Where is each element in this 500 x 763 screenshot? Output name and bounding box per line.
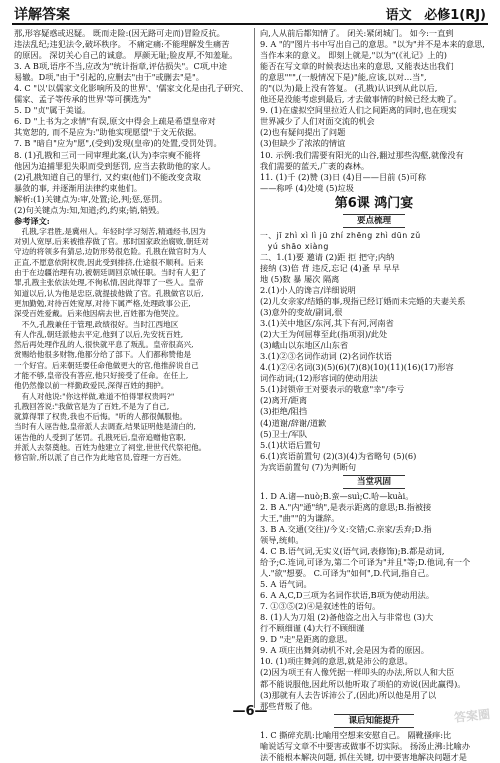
header-rule <box>12 23 488 25</box>
text-line: 对别人宽厚,后来被推荐做了官。那时国家政治腐败,朝廷对 <box>14 237 209 247</box>
text-line: 孔戡,字君胜,是冀州人。年轻时学习刻苦,精通经书,因为 <box>21 226 206 236</box>
text-line: 2. B A."内"通"纳",是表示距离的意思;B.指被接 <box>260 501 432 512</box>
watermark-logo: 答案圈 <box>453 707 491 725</box>
text-line: (2)孔戡知道自己的罪行, 又约束(他们)不能改变贪取 <box>14 171 201 182</box>
key-points-block <box>260 252 488 473</box>
text-line: 9. A 项庄出舞剑动机不对,会是因为肴的原因。 <box>260 645 429 656</box>
text-line: 词作动词;(12)形容词的使动用法 <box>260 373 378 384</box>
section-after-class-label: 课后知能提升 <box>334 714 413 728</box>
text-line: 喻说话写文章不中要害或做事不切实际。 扬汤止沸:比喻办 <box>260 740 471 751</box>
text-line: ——称呼 (4)处境 (5)垃圾 <box>260 182 354 193</box>
text-line: 有人对他说:"你这样做,难道不怕得罪权贵吗?" <box>21 391 175 401</box>
page-number: —6— <box>232 704 268 719</box>
text-line: 世界减少了人们对面交流的机会 <box>260 116 375 127</box>
text-line: 6. D "上书为之求情"有误,原文中得会上疏是希望皇帝对 <box>14 116 216 127</box>
text-line: 那些背叛了他。 <box>260 700 318 711</box>
text-line: 11. (1)千 (2)赞 (3)日 (4)目——目前 (5)可称 <box>260 171 426 182</box>
text-line: 法不能根本解决问题, 抓住关键, 切中要害地解决问题才是 <box>260 751 467 762</box>
text-line: 10. (1)项庄舞剑的意思,就是沛公的意思。 <box>260 656 413 667</box>
text-line: 解析:(1)关键点为:审,处置;论,判;惩,惩罚。 <box>14 193 168 204</box>
text-line: 修官阶,所以派了自己作为此地官员,管理一方百姓。 <box>14 453 186 463</box>
text-line: 地 (5)数 暴 屡次 隔离 <box>260 273 340 284</box>
text-line: 行不顾细谨 (4)大行不顾细谨 <box>260 623 365 634</box>
text-line: 接纳 (3)倍 背 违反,忘记 (4)蚤 早 早早 <box>260 262 400 273</box>
text-line: 1. C 撕碎充肌:比喻用空想来安慰自己。 隔靴搔痒:比 <box>260 729 452 740</box>
text-line: 参考译文: <box>14 215 50 226</box>
text-line: 不久,孔戡兼任于管理,政绩很好。当时江西地区 <box>21 319 179 329</box>
text-line: (2)句关键点为:知,知道;约,约束;销,销毁。 <box>14 204 165 215</box>
text-line: 能否在写文章的时候表达出来的意思, 又能表达出我们 <box>260 61 454 72</box>
text-line: 6.(1)宾语前置句 (2)(3)(4)为省略句 (5)(6) <box>260 450 417 461</box>
right-column <box>260 28 488 763</box>
text-line: (3)拒绝/阻挡 <box>260 406 308 417</box>
text-line: 5. D "贞"属于美谥。 <box>14 105 91 116</box>
text-line: (2)离开/距离 <box>260 395 308 406</box>
text-line: 9. (1)在虚拟空间里拉近人们之间距离的同时,也在现实 <box>260 105 457 116</box>
column-divider <box>254 28 255 708</box>
text-line: 儒家、孟子等传承的世界'等可撰选为" <box>14 94 152 105</box>
text-line: 深受百姓爱戴。后来他因病去世,百姓都为他哭泣。 <box>14 309 184 319</box>
text-line: 由于在边疆治理有功,被朝廷调回京城任职。当时有人犯了 <box>14 268 207 278</box>
after-class-block <box>260 730 488 763</box>
text-line: 领导,统帅。 <box>260 534 304 545</box>
section-consolidate-label: 当堂巩固 <box>343 475 405 489</box>
text-line: (5)卫士/军队 <box>260 428 308 439</box>
text-line: (3)那就有人去告诉沛公了,(因此)所以他是用了以 <box>260 689 437 700</box>
text-line: 孔戡回答说:"我做官是为了百姓,不是为了自己, <box>14 401 170 411</box>
header-subject: 语文 <box>385 8 412 23</box>
lesson-title: 第6课 鸿门宴 <box>334 195 414 211</box>
text-line: (3)但缺少了浓浓的情谊 <box>260 138 346 149</box>
text-line: (4)道谢/辞谢/道歉 <box>260 417 327 428</box>
text-line: 7. B "暗自"应为"愿",(受到)发现(皇帝)的处置,受罚处罚。 <box>14 138 222 149</box>
section-key-points-label: 要点梳理 <box>343 214 405 228</box>
text-line: 我们需要的蓝天,广袤的森林。 <box>260 160 370 171</box>
text-line: 5. A 语气词。 <box>260 579 312 590</box>
text-line: 8. (1)人为刀俎 (2)备他盗之出入与非常也 (3)大 <box>260 612 434 623</box>
text-line: 易辙。D项,"由于"引起的,应删去"由于"或删去"是"。 <box>14 72 204 83</box>
text-line: 罪,孔戡主张依法处理,不徇私情,因此得罪了一些人。皇帝 <box>14 278 204 288</box>
header-title: 详解答案 <box>14 7 70 23</box>
text-line: 的"(以为)最上没有答复。 (孔戡)认识到从此以后, <box>260 83 438 94</box>
header-book: 必修1(RJ) <box>424 8 486 23</box>
pinyin-line-1: 一、jī zhì xì lì jū zhí zhēng zhì dūn zǔ <box>260 230 421 240</box>
text-line: 二、1.(1)要 邀请 (2)距 拒 把守;内纳 <box>260 251 395 262</box>
pinyin-line-2: yú shāo xiàng <box>267 241 329 251</box>
text-line: 1. D A.诸—nuò;B.蛮—suì;C.哈—kuài。 <box>260 490 414 501</box>
text-line: 违法乱纪;违犯法令,破坏秩序。 不痛定痛:不能理解发生痛苦 <box>14 39 230 50</box>
text-line: 知道以后,认为他是忠臣,就提拔他做了官。孔戡做官以后, <box>14 288 204 298</box>
consolidate-block <box>260 491 488 712</box>
text-line: 3.(1)关中地区/东河,其下有河,河南省 <box>260 318 394 329</box>
text-line: 向,人从前后都知情了。 闭关:紧闭城门。 如今:一直到 <box>260 28 454 38</box>
text-line: 他仍然像以前一样勤政爱民,深得百姓的拥护。 <box>14 381 169 391</box>
header-subject-book <box>378 4 486 23</box>
text-line: 7. ①③⑤(2)④是叙述性的语句。 <box>260 601 381 612</box>
text-line: 3. B A.交通(交往)/今义:交错;C.亲家/丢弃;D.指 <box>260 523 432 534</box>
left-column <box>14 28 250 464</box>
text-line: 8. (1)孔戡和三司一同审理此案,(认为)李宗奭不能将 <box>14 149 201 160</box>
text-line: 赏赐给他很多财物,他都分给了部下。人们都称赞他是 <box>14 350 192 360</box>
text-line: 4. C B.语气词,无实义(语气词,表修饰);B.都是动词, <box>260 545 445 556</box>
text-line: 6. A A,C,D三项为名词作状语,B项为使动用法。 <box>260 590 435 601</box>
text-line: 5.(1)封锁帝王对要表示的敬意"幸"/李亏 <box>260 384 405 395</box>
text-line: 有人作乱,朝廷派他去平定,他到了以后,先安抚百姓, <box>14 329 184 339</box>
text-line: 才能不够,皇帝没有答应,他只好接受了任命。在任上, <box>14 371 189 380</box>
text-line: 的原因。 深切关心自己的诚意。 厚颜无耻;脸皮厚,不知羞耻。 <box>14 50 238 61</box>
text-line: (2)也有疑问提出了问题 <box>260 127 346 138</box>
text-line: 暴敛的事, 并逐渐用法律约束他们。 <box>14 182 143 193</box>
text-line: 并派人去祭奠他。百姓为他建立了祠堂,世世代代祭祀他。 <box>14 443 207 453</box>
text-line: 5.(1)状语后置句 <box>260 439 321 450</box>
text-line: 9. A "的"图片书中写出自己的意思。"以为"并不是本来的意思, <box>260 39 485 50</box>
text-line: 9. D "走"是距离的意思。 <box>260 634 353 645</box>
text-line: 更加勤勉,对待百姓宽厚,对待下属严格,处理政事公正, <box>14 298 191 308</box>
text-line: 3.(1)②③名词作动词 (2)名词作状语 <box>260 351 392 362</box>
text-line: 他因为追捕罪犯失职而受到惩罚, 应当去救助他的家人。 <box>14 160 216 171</box>
page-header <box>0 0 500 24</box>
text-line: 当时有人诬告他,皇帝派人去调查,结果证明他是清白的, <box>14 422 196 432</box>
text-line: 当作本来的意义。 即刻上就是,"以为"(《礼记》上的) <box>260 50 447 61</box>
text-line: 然后再处理作乱的人,很快就平息了叛乱。皇帝很高兴, <box>14 340 194 350</box>
prev-answers-block <box>260 28 488 194</box>
text-line: 那,形容疑惑或迟疑。 既而走险:(因无路可走而)冒险反抗。 <box>14 28 225 38</box>
text-line: (2)儿女亲家/结婚的事,现指已经订婚而未完婚的夫妻关系 <box>260 295 466 306</box>
section-consolidate <box>260 475 488 489</box>
text-line: (2)大王为何屈尊至此(指项羽)/此处 <box>260 329 388 340</box>
text-line: 人."欲"想要。 C.可译为"如何",D.代词,指自己。 <box>260 568 434 579</box>
text-line: 4.(1)②④名词(3)(5)(6)(7)(8)(10)(11)(16)(17)形容 <box>260 362 454 373</box>
text-line: 守边的将领多有猜忌,边防形势很危险。孔戡在做官时为人 <box>14 247 207 257</box>
text-line: 诬告他的人受到了惩罚。孔戡死后,皇帝追赠他官职, <box>14 432 186 442</box>
text-line: (2)因为项王有人像凭据一样叩头的办法,所以人和大臣 <box>260 667 455 678</box>
text-line: (3)意外的变故/副词,很 <box>260 307 343 318</box>
text-line: 大王,"曲""的为谦辞。 <box>260 512 340 523</box>
text-line: 2.(1)小人的谗言/详细说明 <box>260 284 356 295</box>
section-key-points <box>260 214 488 228</box>
text-line: 给予;C.连词,可译为,第二个可译为"并且"等;D.他词,有一个 <box>260 557 471 568</box>
text-line: 为宾语前置句 (7)为判断句 <box>260 461 357 472</box>
text-line: 其宽恕的, 而不是应为:"助他实现愿望"于文无依据。 <box>14 127 202 138</box>
text-line: (3)峨山以东地区/山东省 <box>260 340 349 351</box>
text-line: 4. C "以'以儒家文化影响所及的世界'、'儒家文化是由孔子研究、 <box>14 83 249 94</box>
text-line: 3. A B项,语序不当,应改为"统计指章,评估损失"。C项,中途 <box>14 61 227 72</box>
text-line: 就算得罪了权贵,我也不后悔。"听的人都很佩服他。 <box>14 412 187 422</box>
text-line: 正直,不愿意依附权贵,因此受到排挤,仕途很不顺利。后来 <box>14 257 204 267</box>
text-line: 10. 示例:我们需要有阳光的山谷,翻过那些沟壑,就像没有 <box>260 149 464 160</box>
text-line: 他还是没能考虑到最后, 才去做事情的时候已经太晚了。 <box>260 94 462 105</box>
text-line: 的意思""",(一般情况下是)"能,应该,以对…当", <box>260 72 427 83</box>
text-line: 一个好官。后来朝廷要任命他做更大的官,他推辞说自己 <box>14 360 199 370</box>
text-line: 都不能说服他,因此所以他听取了项伯的劝说(因此赢得)。 <box>260 678 466 689</box>
